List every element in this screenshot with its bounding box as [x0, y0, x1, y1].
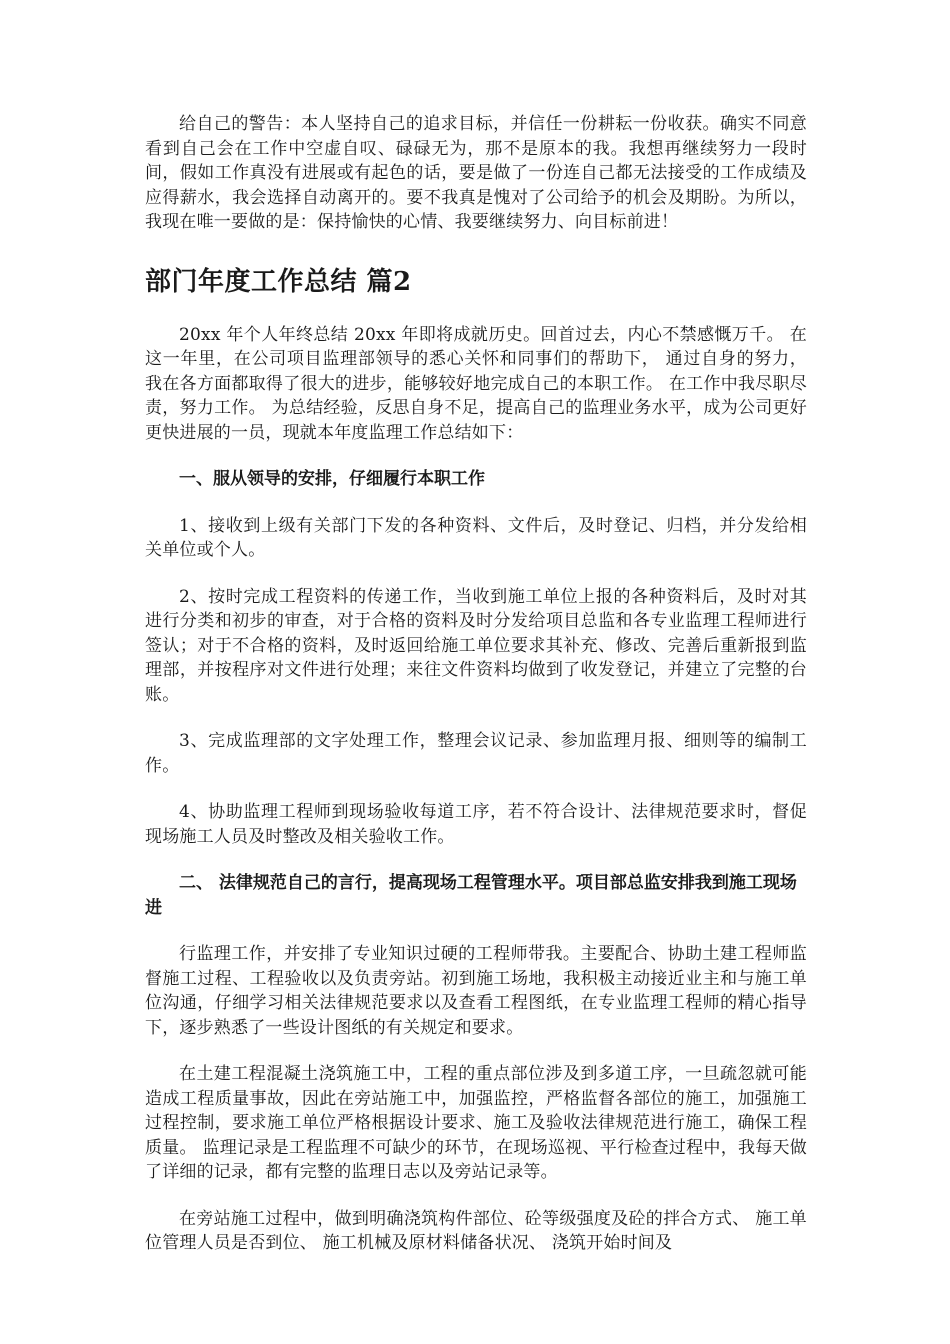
item-3: 3、完成监理部的文字处理工作，整理会议记录、参加监理月报、细则等的编制工作。	[145, 731, 807, 776]
item-4: 4、协助监理工程师到现场验收每道工序，若不符合设计、法律规范要求时，督促现场施工人员及时整改及相关验收工作。	[145, 802, 807, 847]
paragraph-a: 行监理工作，并安排了专业知识过硬的工程师带我。主要配合、协助土建工程师监督施工过程、工程验收以及负责旁站。初到施工场地，我积极主动接近业主和与施工单位沟通，仔细学习相关法律规范要求以及查看工程图纸，在专业监理工程师的精心指导下，逐步熟悉了一些设计图纸的有关规定和要求。	[145, 944, 807, 1038]
intro-paragraph: 给自己的警告：本人坚持自己的追求目标，并信任一份耕耘一份收获。确实不同意看到自己会在工作中空虚自叹、碌碌无为，那不是原本的我。我想再继续努力一段时间，假如工作真没有进展或有起色的话，要是做了一份连自己都无法接受的工作成绩及应得薪水，我会选择自动离开的。要不我真是愧对了公司给予的机会及期盼。为所以，我现在唯一要做的是：保持愉快的心情、我要继续努力、向目标前进！	[145, 114, 807, 232]
item-2: 2、按时完成工程资料的传递工作，当收到施工单位上报的各种资料后，及时对其进行分类和初步的审查，对于合格的资料及时分发给项目总监和各专业监理工程师进行签认；对于不合格的资料，及时返回给施工单位要求其补充、修改、完善后重新报到监理部，并按程序对文件进行处理；来往文件资料均做到了收发登记，并建立了完整的台账。	[145, 586, 807, 705]
paragraph-b: 在土建工程混凝土浇筑施工中，工程的重点部位涉及到多道工序，一旦疏忽就可能造成工程质量事故，因此在旁站施工中，加强监控，严格监督各部位的施工，加强施工过程控制，要求施工单位严格根据设计要求、施工及验收法律规范进行施工，确保工程质量。 监理记录是工程监理不可缺少的环节，在现场巡视、平行检查过程中，我每天做了详细的记录，都有完整的监理日志以及旁站记录等。	[145, 1064, 807, 1182]
item-1: 1、接收到上级有关部门下发的各种资料、文件后，及时登记、归档，并分发给相关单位或个人。	[145, 515, 807, 560]
heading-1: 一、服从领导的安排，仔细履行本职工作	[179, 469, 485, 489]
paragraph-c: 在旁站施工过程中，做到明确浇筑构件部位、砼等级强度及砼的拌合方式、 施工单位管理人员是否到位、 施工机械及原材料储备状况、 浇筑开始时间及	[145, 1208, 807, 1253]
section-title: 部门年度工作总结 篇2	[145, 266, 412, 297]
opening-paragraph: 20xx 年个人年终总结 20xx 年即将成就历史。回首过去，内心不禁感慨万千。 在这一年里，在公司项目监理部领导的悉心关怀和同事们的帮助下， 通过自身的努力， 我在各方面都取得了很大的进步，能够较好地完成自己的本职工作。 在工作中我尽职尽责，努力工作。 为总结经验，反思自身不足，提高自己的监理业务水平，成为公司更好更快进展的一员，现就本年度监理工作总结如下：	[145, 324, 807, 443]
heading-2: 二、 法律规范自己的言行，提高现场工程管理水平。项目部总监安排我到施工现场进	[145, 873, 797, 918]
document-page	[145, 112, 807, 1256]
